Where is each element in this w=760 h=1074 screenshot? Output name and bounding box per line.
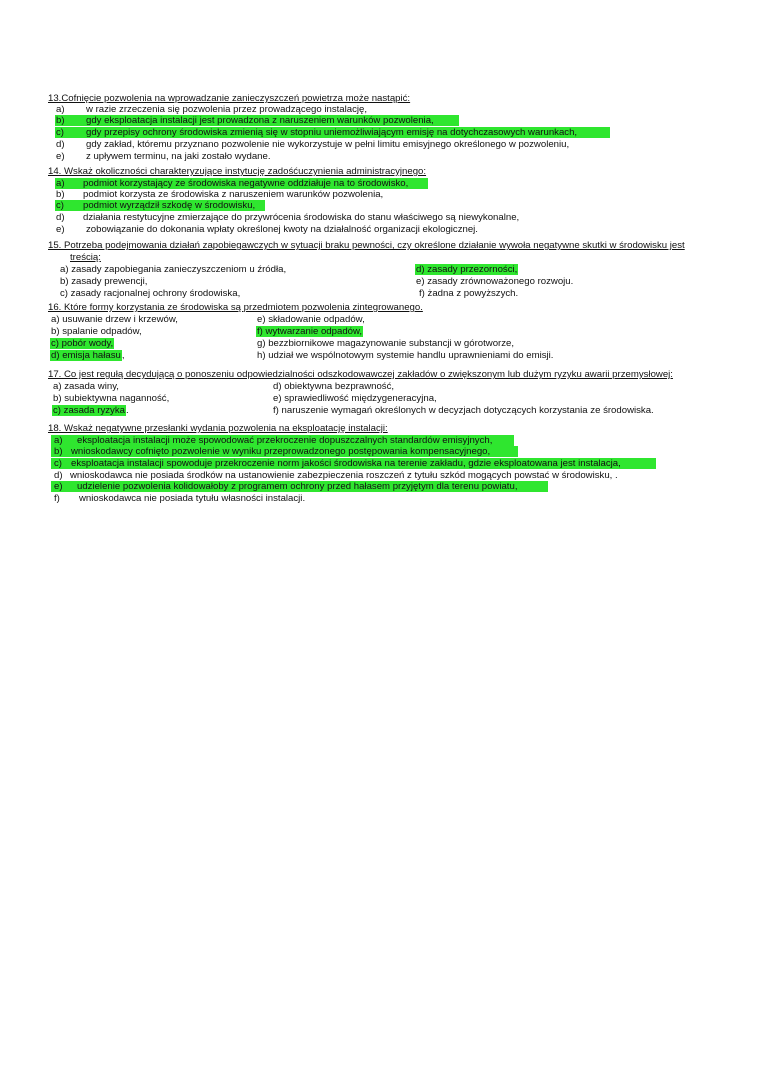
answer-17c-suffix: . bbox=[125, 405, 129, 416]
answer-letter: d) bbox=[54, 470, 63, 481]
answer-letter: a) bbox=[54, 435, 63, 446]
answer-16f-highlighted: f) wytwarzanie odpadów, bbox=[257, 326, 363, 337]
answer-17b: b) subiektywna naganność, bbox=[53, 393, 170, 404]
question-17-title: 17. Co jest regułą decydującą o ponoszeniu odpowiedzialności odszkodowawczej zakładów o zwiększonym lub dużym ryzyku awarii przemysłowej: bbox=[48, 369, 673, 380]
answer-16d bbox=[50, 350, 125, 361]
answer-text: z upływem terminu, na jaki zostało wydane. bbox=[86, 151, 271, 162]
answer-letter: a) bbox=[56, 178, 65, 189]
answer-15e: e) zasady zrównoważonego rozwoju. bbox=[416, 276, 574, 287]
answer-text: podmiot wyrządził szkodę w środowisku, bbox=[83, 200, 256, 211]
answer-letter: b) bbox=[56, 115, 65, 126]
answer-15c: c) zasady racjonalnej ochrony środowiska, bbox=[60, 288, 241, 299]
answer-13c-highlighted bbox=[55, 127, 610, 138]
answer-letter: c) bbox=[56, 127, 64, 138]
answer-16b: b) spalanie odpadów, bbox=[51, 326, 142, 337]
question-14-title: 14. Wskaż okoliczności charakteryzujące instytucję zadośćuczynienia administracyjnego: bbox=[48, 166, 427, 177]
answer-text: podmiot korzysta ze środowiska z naruszeniem warunków pozwolenia, bbox=[83, 189, 384, 200]
answer-text: podmiot korzystający ze środowiska negatywne oddziałuje na to środowisko, bbox=[83, 178, 409, 189]
answer-text: wnioskodawcy cofnięto pozwolenie w wyniku przeprowadzonego postępowania kompensacyjnego, bbox=[71, 446, 491, 457]
answer-letter: f) bbox=[54, 493, 60, 504]
answer-16a: a) usuwanie drzew i krzewów, bbox=[51, 314, 178, 325]
answer-text: gdy zakład, któremu przyznano pozwolenie nie wykorzystuje w pełni limitu emisyjnego określonego w pozwoleniu, bbox=[86, 139, 570, 150]
answer-text: gdy przepisy ochrony środowiska zmienią się w stopniu uniemożliwiającym emisję na dotychczasowych warunkach, bbox=[86, 127, 578, 138]
question-18-title: 18. Wskaż negatywne przesłanki wydania pozwolenia na eksploatację instalacji: bbox=[48, 423, 388, 434]
answer-16c-highlighted: c) pobór wody, bbox=[51, 338, 114, 349]
answer-letter: b) bbox=[54, 446, 63, 457]
answer-text: w razie zrzeczenia się pozwolenia przez prowadzącego instalację, bbox=[86, 104, 368, 115]
answer-letter: c) bbox=[54, 458, 62, 469]
answer-17a: a) zasada winy, bbox=[53, 381, 119, 392]
answer-18e-highlighted bbox=[51, 481, 548, 492]
answer-14c-highlighted bbox=[55, 200, 265, 211]
answer-16d-suffix: , bbox=[121, 350, 125, 361]
answer-17c-highlighted-text: c) zasada ryzyka bbox=[53, 405, 125, 416]
answer-letter: b) bbox=[56, 189, 65, 200]
answer-18c-highlighted bbox=[51, 458, 656, 469]
answer-16g: g) bezzbiornikowe magazynowanie substancji w górotworze, bbox=[257, 338, 515, 349]
answer-text: gdy eksploatacja instalacji jest prowadzona z naruszeniem warunków pozwolenia, bbox=[86, 115, 434, 126]
answer-text: udzielenie pozwolenia kolidowałoby z programem ochrony przed hałasem przyjętym dla terenu powiatu, bbox=[77, 481, 518, 492]
answer-13b-highlighted bbox=[55, 115, 459, 126]
answer-text: wnioskodawca nie posiada tytułu własności instalacji. bbox=[79, 493, 306, 504]
answer-letter: d) bbox=[56, 212, 65, 223]
question-15-title-continued: treścią: bbox=[70, 252, 101, 263]
answer-17e: e) sprawiedliwość międzygeneracyjna, bbox=[273, 393, 437, 404]
answer-text: wnioskodawca nie posiada środków na ustanowienie zabezpieczenia roszczeń z tytułu szkód mogących powstać w środowisku, . bbox=[70, 470, 618, 481]
answer-15f: f) żadna z powyższych. bbox=[419, 288, 519, 299]
answer-text: eksploatacja instalacji spowoduje przekroczenie norm jakości środowiska na terenie zakładu, gdzie eksploatowana jest instalacja, bbox=[71, 458, 621, 469]
answer-14a-highlighted bbox=[55, 178, 428, 189]
answer-text: działania restytucyjne zmierzające do przywrócenia środowiska do stanu właściwego są niewykonalne, bbox=[83, 212, 520, 223]
answer-16e: e) składowanie odpadów, bbox=[257, 314, 365, 325]
answer-15b: b) zasady prewencji, bbox=[60, 276, 148, 287]
answer-16h: h) udział we wspólnotowym systemie handlu uprawnieniami do emisji. bbox=[257, 350, 554, 361]
answer-18a-highlighted bbox=[51, 435, 514, 446]
question-15-title: 15. Potrzeba podejmowania działań zapobiegawczych w sytuacji braku pewności, czy określone działanie wywoła negatywne skutki w środowisku jest bbox=[48, 240, 685, 251]
answer-16d-highlighted-text: d) emisja hałasu bbox=[51, 350, 121, 361]
answer-17c bbox=[52, 405, 129, 416]
answer-letter: e) bbox=[56, 224, 65, 235]
answer-text: zobowiązanie do dokonania wpłaty określonej kwoty na działalność organizacji ekologicznej. bbox=[86, 224, 478, 235]
answer-17d: d) obiektywna bezprawność, bbox=[273, 381, 395, 392]
answer-15d-highlighted: d) zasady przezorności, bbox=[416, 264, 518, 275]
question-16-title: 16. Które formy korzystania ze środowiska są przedmiotem pozwolenia zintegrowanego. bbox=[48, 302, 423, 313]
answer-text: eksploatacja instalacji może spowodować przekroczenie dopuszczalnych standardów emisyjnych, bbox=[77, 435, 493, 446]
answer-15a: a) zasady zapobiegania zanieczyszczeniom u źródła, bbox=[60, 264, 287, 275]
answer-letter: e) bbox=[54, 481, 63, 492]
answer-18b-highlighted bbox=[51, 446, 518, 457]
answer-letter: a) bbox=[56, 104, 65, 115]
answer-letter: d) bbox=[56, 139, 65, 150]
answer-letter: c) bbox=[56, 200, 64, 211]
answer-letter: e) bbox=[56, 151, 65, 162]
answer-17f: f) naruszenie wymagań określonych w decyzjach dotyczących korzystania ze środowiska. bbox=[273, 405, 654, 416]
question-13-title: 13.Cofnięcie pozwolenia na wprowadzanie zanieczyszczeń powietrza może nastąpić: bbox=[48, 93, 411, 104]
